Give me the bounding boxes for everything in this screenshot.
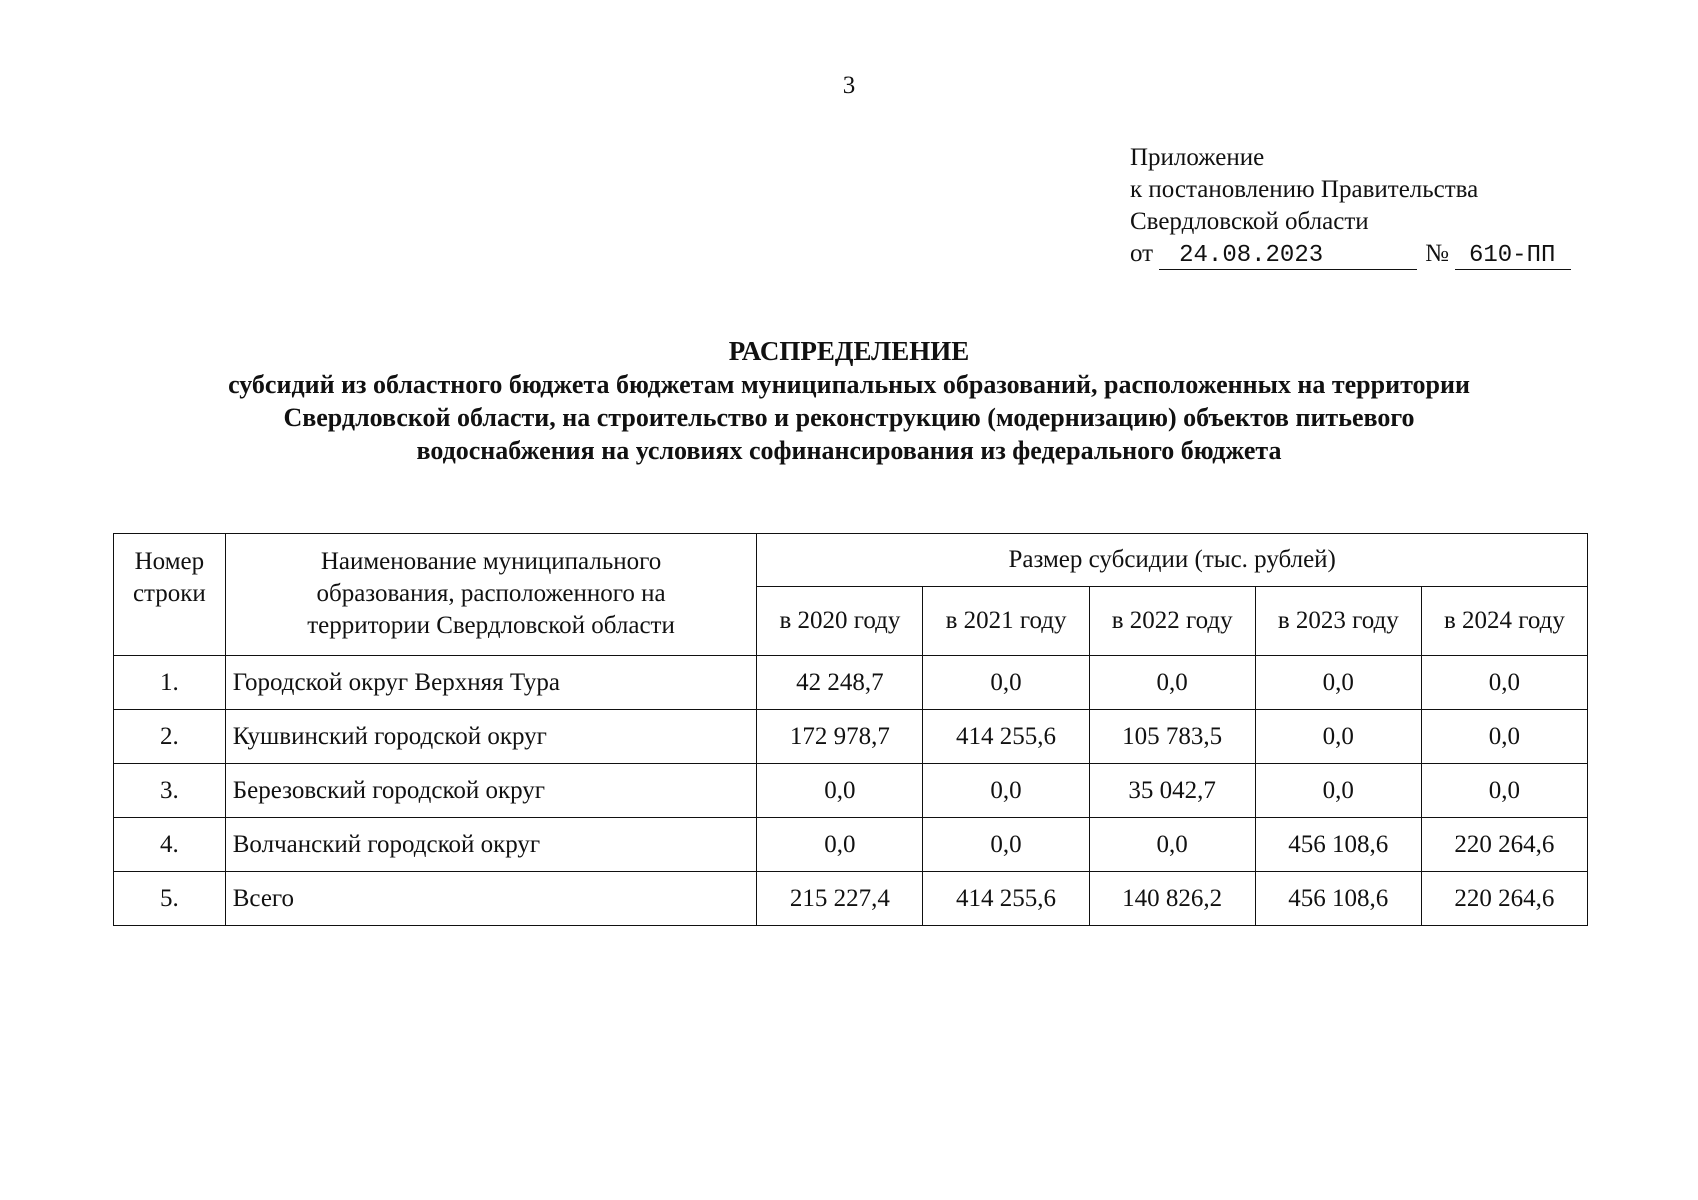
value-2022: 0,0: [1089, 656, 1255, 710]
value-2020: 172 978,7: [757, 710, 923, 764]
value-2021: 0,0: [923, 764, 1089, 818]
row-number: 5.: [114, 872, 226, 926]
value-2020: 42 248,7: [757, 656, 923, 710]
value-2024: 0,0: [1421, 764, 1587, 818]
table-row: [114, 656, 1588, 710]
value-2022: 0,0: [1089, 818, 1255, 872]
municipality-name: Березовский городской округ: [225, 764, 757, 818]
header-num-line-2: строки: [132, 580, 206, 607]
appendix-line-2: к постановлению Правительства: [1130, 176, 1479, 203]
row-number: 1.: [114, 656, 226, 710]
value-2022: 35 042,7: [1089, 764, 1255, 818]
row-number: 4.: [114, 818, 226, 872]
date-prefix: от: [1130, 240, 1154, 267]
title-line-2: Свердловской области, на строительство и реконструкцию (модернизацию) объектов питьевого: [283, 403, 1415, 432]
subsidy-table: [113, 533, 1588, 926]
value-2022: 140 826,2: [1089, 872, 1255, 926]
appendix-line-3: Свердловской области: [1130, 208, 1369, 235]
header-year-2021: в 2021 году: [923, 587, 1089, 656]
header-subsidy-size: Размер субсидии (тыс. рублей): [757, 534, 1588, 587]
value-2020: 0,0: [757, 818, 923, 872]
value-2024: 220 264,6: [1421, 872, 1587, 926]
number-sign: №: [1425, 240, 1449, 267]
municipality-name: Всего: [225, 872, 757, 926]
title-line-3: водоснабжения на условиях софинансирования из федерального бюджета: [416, 436, 1282, 465]
municipality-name: Волчанский городской округ: [225, 818, 757, 872]
row-number: 2.: [114, 710, 226, 764]
date-value: 24.08.2023: [1159, 243, 1417, 270]
value-2021: 0,0: [923, 818, 1089, 872]
value-2022: 105 783,5: [1089, 710, 1255, 764]
document-number: 610-ПП: [1455, 243, 1571, 270]
table-row-total: [114, 872, 1588, 926]
table-row: [114, 818, 1588, 872]
value-2024: 220 264,6: [1421, 818, 1587, 872]
header-year-2023: в 2023 году: [1255, 587, 1421, 656]
value-2021: 414 255,6: [923, 872, 1089, 926]
row-number: 3.: [114, 764, 226, 818]
value-2023: 456 108,6: [1255, 818, 1421, 872]
table-row: [114, 764, 1588, 818]
value-2021: 414 255,6: [923, 710, 1089, 764]
value-2020: 215 227,4: [757, 872, 923, 926]
header-year-2024: в 2024 году: [1421, 587, 1587, 656]
title-main: РАСПРЕДЕЛЕНИЕ: [728, 336, 970, 366]
header-year-2020: в 2020 году: [757, 587, 923, 656]
value-2023: 0,0: [1255, 710, 1421, 764]
header-row-number: [114, 534, 226, 656]
value-2021: 0,0: [923, 656, 1089, 710]
value-2023: 456 108,6: [1255, 872, 1421, 926]
value-2024: 0,0: [1421, 656, 1587, 710]
header-year-2022: в 2022 году: [1089, 587, 1255, 656]
municipality-name: Городской округ Верхняя Тура: [225, 656, 757, 710]
header-name-line-2: образования, расположенного на: [316, 580, 666, 607]
table-row: [114, 710, 1588, 764]
value-2020: 0,0: [757, 764, 923, 818]
appendix-line-1: Приложение: [1130, 144, 1265, 171]
value-2024: 0,0: [1421, 710, 1587, 764]
header-name-line-1: Наименование муниципального: [320, 548, 662, 575]
header-num-line-1: Номер: [134, 548, 205, 575]
header-name-line-3: территории Свердловской области: [307, 612, 675, 639]
appendix-date-line: [1130, 238, 1571, 270]
value-2023: 0,0: [1255, 656, 1421, 710]
document-title: [0, 335, 1698, 467]
municipality-name: Кушвинский городской округ: [225, 710, 757, 764]
header-municipality-name: [225, 534, 757, 656]
page-number: 3: [842, 72, 856, 99]
value-2023: 0,0: [1255, 764, 1421, 818]
title-line-1: субсидий из областного бюджета бюджетам муниципальных образований, расположенных на территории: [228, 370, 1470, 399]
appendix-block: [1130, 142, 1571, 270]
